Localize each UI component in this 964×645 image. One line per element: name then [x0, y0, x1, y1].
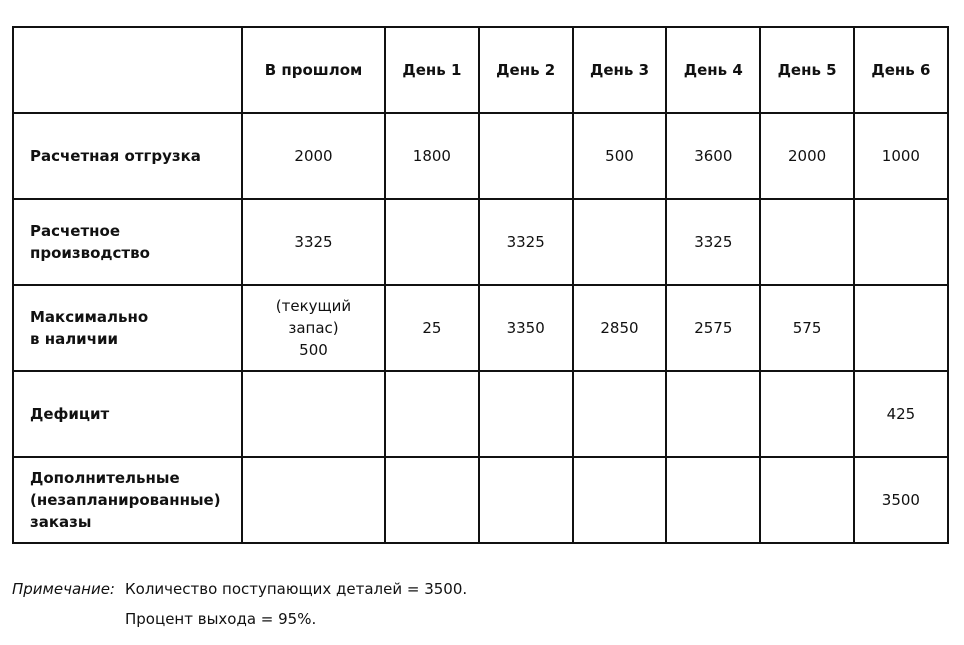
- table-row-shipment: [13, 113, 948, 199]
- column-header-day-3: День 3: [573, 27, 667, 113]
- table-cell: 500: [573, 113, 667, 199]
- table-cell: 575: [760, 285, 854, 371]
- table-cell: [666, 371, 760, 457]
- table-cell: [666, 457, 760, 543]
- table-cell: 3600: [666, 113, 760, 199]
- table-cell: 3325: [666, 199, 760, 285]
- table-cell: [760, 199, 854, 285]
- table-cell: [854, 285, 948, 371]
- table-cell: [385, 371, 479, 457]
- table-cell: (текущий запас) 500: [242, 285, 385, 371]
- row-label: Расчетное производство: [13, 199, 242, 285]
- table-cell: 2000: [242, 113, 385, 199]
- table-cell: 2575: [666, 285, 760, 371]
- footnote-prefix: Примечание:: [12, 580, 115, 598]
- table-cell: [760, 457, 854, 543]
- table-cell: 3350: [479, 285, 573, 371]
- table-cell: 2850: [573, 285, 667, 371]
- table-cell: 3325: [479, 199, 573, 285]
- column-header-past: В прошлом: [242, 27, 385, 113]
- footnote-line-1: [12, 578, 467, 608]
- table-cell: 1000: [854, 113, 948, 199]
- table-cell: [479, 457, 573, 543]
- table-cell: 2000: [760, 113, 854, 199]
- column-header-day-6: День 6: [854, 27, 948, 113]
- column-header-day-2: День 2: [479, 27, 573, 113]
- table-cell: [385, 457, 479, 543]
- column-header-day-5: День 5: [760, 27, 854, 113]
- column-header-day-4: День 4: [666, 27, 760, 113]
- table-cell: [242, 371, 385, 457]
- table-row-production: [13, 199, 948, 285]
- header-row: [13, 27, 948, 113]
- table-cell: [242, 457, 385, 543]
- table-cell: [854, 199, 948, 285]
- table-cell: 3500: [854, 457, 948, 543]
- table-cell: 1800: [385, 113, 479, 199]
- footnote-line-2: [12, 608, 467, 638]
- corner-cell: [13, 27, 242, 113]
- table-cell: [479, 371, 573, 457]
- footnote-yield-percent: Процент выхода = 95%.: [125, 610, 317, 628]
- table-cell: [573, 199, 667, 285]
- production-plan-table: [12, 26, 949, 544]
- table-cell: 3325: [242, 199, 385, 285]
- row-label: Максимально в наличии: [13, 285, 242, 371]
- table-cell: [760, 371, 854, 457]
- footnote: [12, 578, 467, 638]
- table-cell: [479, 113, 573, 199]
- table-cell: [385, 199, 479, 285]
- footnote-incoming-parts: Количество поступающих деталей = 3500.: [125, 580, 468, 598]
- table-cell: 25: [385, 285, 479, 371]
- table-cell: [573, 457, 667, 543]
- table-cell: 425: [854, 371, 948, 457]
- row-label: Дополнительные (незапланированные) заказы: [13, 457, 242, 543]
- table-cell: [573, 371, 667, 457]
- footnote-prefix-spacer: [12, 608, 125, 638]
- table-row-deficit: [13, 371, 948, 457]
- row-label: Расчетная отгрузка: [13, 113, 242, 199]
- row-label: Дефицит: [13, 371, 242, 457]
- table-row-additional-orders: [13, 457, 948, 543]
- table-row-max-available: [13, 285, 948, 371]
- column-header-day-1: День 1: [385, 27, 479, 113]
